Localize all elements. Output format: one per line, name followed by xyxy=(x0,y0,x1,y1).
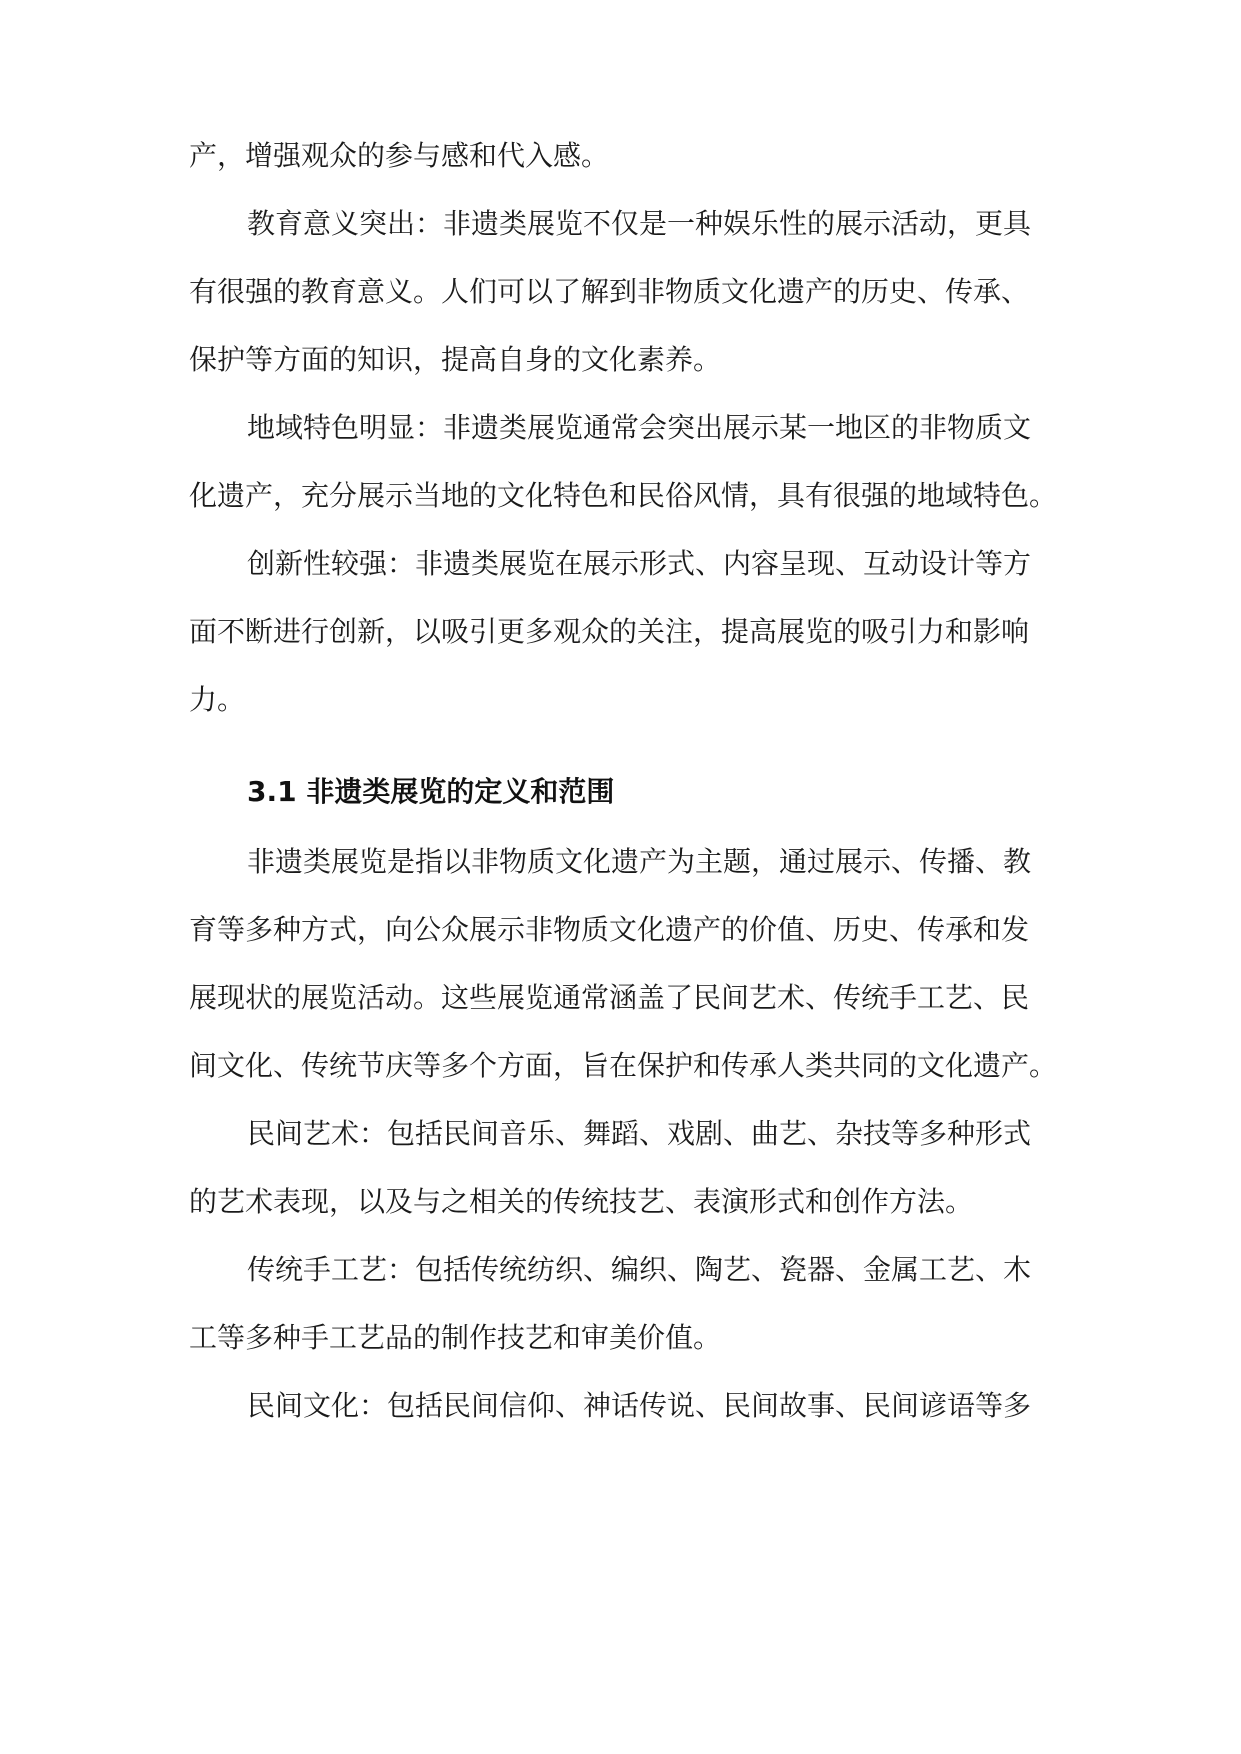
paragraph-line: 力。 xyxy=(189,683,246,716)
paragraph-line: 化遗产，充分展示当地的文化特色和民俗风情，具有很强的地域特色。 xyxy=(189,479,1058,512)
paragraph-line: 保护等方面的知识，提高自身的文化素养。 xyxy=(189,343,722,376)
paragraph-line: 非遗类展览是指以非物质文化遗产为主题，通过展示、传播、教 xyxy=(247,845,1032,878)
paragraph-line: 展现状的展览活动。这些展览通常涵盖了民间艺术、传统手工艺、民 xyxy=(189,981,1030,1014)
paragraph-line: 的艺术表现，以及与之相关的传统技艺、表演形式和创作方法。 xyxy=(189,1185,974,1218)
paragraph-line: 面不断进行创新，以吸引更多观众的关注，提高展览的吸引力和影响 xyxy=(189,615,1030,648)
paragraph-line: 有很强的教育意义。人们可以了解到非物质文化遗产的历史、传承、 xyxy=(189,275,1030,308)
paragraph-line: 地域特色明显：非遗类展览通常会突出展示某一地区的非物质文 xyxy=(247,411,1032,444)
paragraph-line: 间文化、传统节庆等多个方面，旨在保护和传承人类共同的文化遗产。 xyxy=(189,1049,1058,1082)
paragraph-line: 育等多种方式，向公众展示非物质文化遗产的价值、历史、传承和发 xyxy=(189,913,1030,946)
paragraph-line: 传统手工艺：包括传统纺织、编织、陶艺、瓷器、金属工艺、木 xyxy=(247,1253,1032,1286)
paragraph-line: 创新性较强：非遗类展览在展示形式、内容呈现、互动设计等方 xyxy=(247,547,1032,580)
paragraph-line: 民间文化：包括民间信仰、神话传说、民间故事、民间谚语等多 xyxy=(247,1389,1032,1422)
section-heading: 3.1 非遗类展览的定义和范围 xyxy=(247,775,615,808)
paragraph-line: 工等多种手工艺品的制作技艺和审美价值。 xyxy=(189,1321,722,1354)
paragraph-line: 民间艺术：包括民间音乐、舞蹈、戏剧、曲艺、杂技等多种形式 xyxy=(247,1117,1032,1150)
paragraph-line: 教育意义突出：非遗类展览不仅是一种娱乐性的展示活动，更具 xyxy=(247,207,1032,240)
paragraph-line: 产，增强观众的参与感和代入感。 xyxy=(189,139,610,172)
